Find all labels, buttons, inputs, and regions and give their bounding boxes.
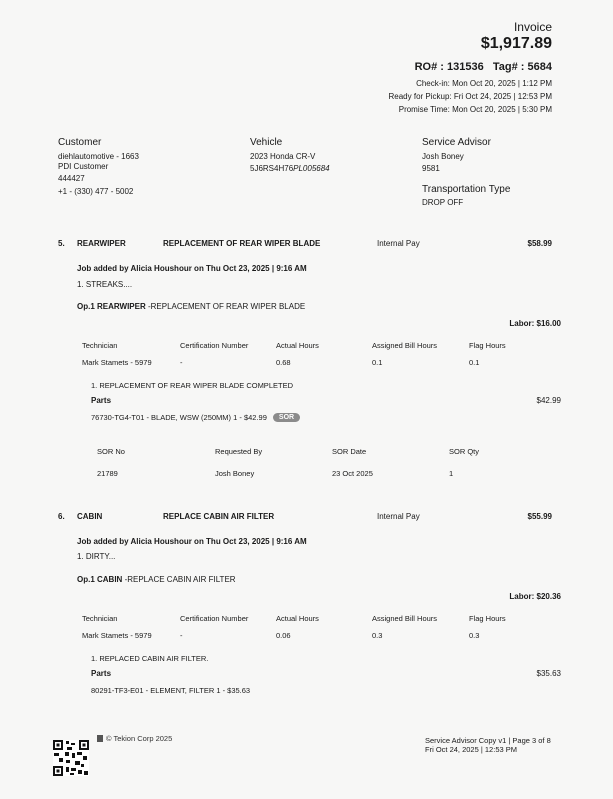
tech-header-flag: Flag Hours [469,341,506,350]
tech-name: Mark Stamets - 5979 [82,358,152,367]
job-added-by: Job added by Alicia Houshour on Thu Oct 23, 2025 | 9:16 AM [77,264,307,273]
parts-label: Parts [91,669,112,678]
ro-number: RO# : 131536 [414,61,484,73]
job-note: 1. STREAKS.... [77,280,133,289]
ro-tag-line [415,61,552,73]
qr-code [53,740,89,781]
vehicle-label: Vehicle [250,137,283,148]
part-line [91,413,300,422]
sor-date: 23 Oct 2025 [332,469,373,478]
job-code: REARWIPER [77,239,126,248]
part-description: 80291-TF3-E01 - ELEMENT, FILTER 1 - $35.63 [91,686,251,695]
invoice-total: $1,917.89 [480,35,552,52]
tech-flag-hours: 0.1 [469,358,480,367]
tech-header-cert: Certification Number [180,341,249,350]
sor-header-date: SOR Date [332,447,367,456]
ready-time: Ready for Pickup: Fri Oct 24, 2025 | 12:53 PM [388,92,552,101]
tech-cert: - [180,358,183,367]
labor-amount: Labor: $20.36 [509,592,561,601]
advisor-label: Service Advisor [422,137,491,148]
customer-type: PDI Customer [58,162,109,171]
job-added-by: Job added by Alicia Houshour on Thu Oct 23, 2025 | 9:16 AM [77,537,307,546]
vin-suffix: PL005684 [293,164,330,173]
tag-number: Tag# : 5684 [492,61,552,73]
sor-requested-by: Josh Boney [215,469,255,478]
completed-note: 1. REPLACED CABIN AIR FILTER. [91,654,209,663]
invoice-label: Invoice [513,20,552,34]
vin-prefix: 5J6RS4H76 [250,164,294,173]
copyright-text: © Tekion Corp 2025 [106,734,173,743]
job-pay-type: Internal Pay [377,239,420,248]
job-number: 5. [58,239,65,248]
op-code: Op.1 CABIN [77,575,123,584]
customer-id: 444427 [58,174,85,183]
tech-header-technician: Technician [82,614,118,623]
tekion-icon [97,735,103,742]
op-code: Op.1 REARWIPER [77,302,146,311]
job-pay-type: Internal Pay [377,512,420,521]
op-line [77,575,236,584]
vehicle-model: 2023 Honda CR-V [250,152,316,161]
checkin-time: Check-in: Mon Oct 20, 2025 | 1:12 PM [416,79,552,88]
tech-flag-hours: 0.3 [469,631,480,640]
job-note: 1. DIRTY... [77,552,116,561]
tech-actual-hours: 0.06 [276,631,291,640]
tech-cert: - [180,631,183,640]
labor-amount: Labor: $16.00 [509,319,561,328]
printed-time: Fri Oct 24, 2025 | 12:53 PM [425,745,517,754]
copy-info: Service Advisor Copy v1 | Page 3 of 8 [425,736,551,745]
tech-header-technician: Technician [82,341,118,350]
tech-header-cert: Certification Number [180,614,249,623]
tech-header-actual: Actual Hours [276,341,319,350]
advisor-name: Josh Boney [422,152,464,161]
customer-name: diehlautomotive - 1663 [58,152,139,161]
footer-copyright [97,734,172,743]
job-amount: $55.99 [527,512,552,521]
tech-header-flag: Flag Hours [469,614,506,623]
op-description: -REPLACEMENT OF REAR WIPER BLADE [145,302,306,311]
tech-header-assigned: Assigned Bill Hours [372,341,438,350]
promise-time: Promise Time: Mon Oct 20, 2025 | 5:30 PM [398,105,552,114]
parts-label: Parts [91,396,112,405]
tech-header-assigned: Assigned Bill Hours [372,614,438,623]
advisor-id: 9581 [422,164,440,173]
sor-header-qty: SOR Qty [449,447,480,456]
sor-header-requested: Requested By [215,447,263,456]
vehicle-vin [250,164,330,173]
parts-total: $35.63 [536,669,561,678]
tech-name: Mark Stamets - 5979 [82,631,152,640]
transport-type: DROP OFF [422,198,464,207]
sor-header-no: SOR No [97,447,125,456]
part-description: 76730-TG4-T01 - BLADE, WSW (250MM) 1 - $42.99 [91,413,267,422]
op-description: -REPLACE CABIN AIR FILTER [122,575,236,584]
customer-label: Customer [58,137,102,148]
job-description: REPLACEMENT OF REAR WIPER BLADE [163,239,321,248]
job-description: REPLACE CABIN AIR FILTER [163,512,275,521]
sor-badge: SOR [273,413,300,422]
sor-qty: 1 [449,469,454,478]
parts-total: $42.99 [536,396,561,405]
tech-assigned-hours: 0.1 [372,358,383,367]
op-line [77,302,305,311]
tech-header-actual: Actual Hours [276,614,319,623]
sor-no: 21789 [97,469,118,478]
transport-label: Transportation Type [422,184,511,195]
job-number: 6. [58,512,65,521]
customer-phone: +1 - (330) 477 - 5002 [58,187,134,196]
completed-note: 1. REPLACEMENT OF REAR WIPER BLADE COMPLETED [91,381,293,390]
tech-assigned-hours: 0.3 [372,631,383,640]
job-amount: $58.99 [527,239,552,248]
tech-actual-hours: 0.68 [276,358,291,367]
job-code: CABIN [77,512,103,521]
